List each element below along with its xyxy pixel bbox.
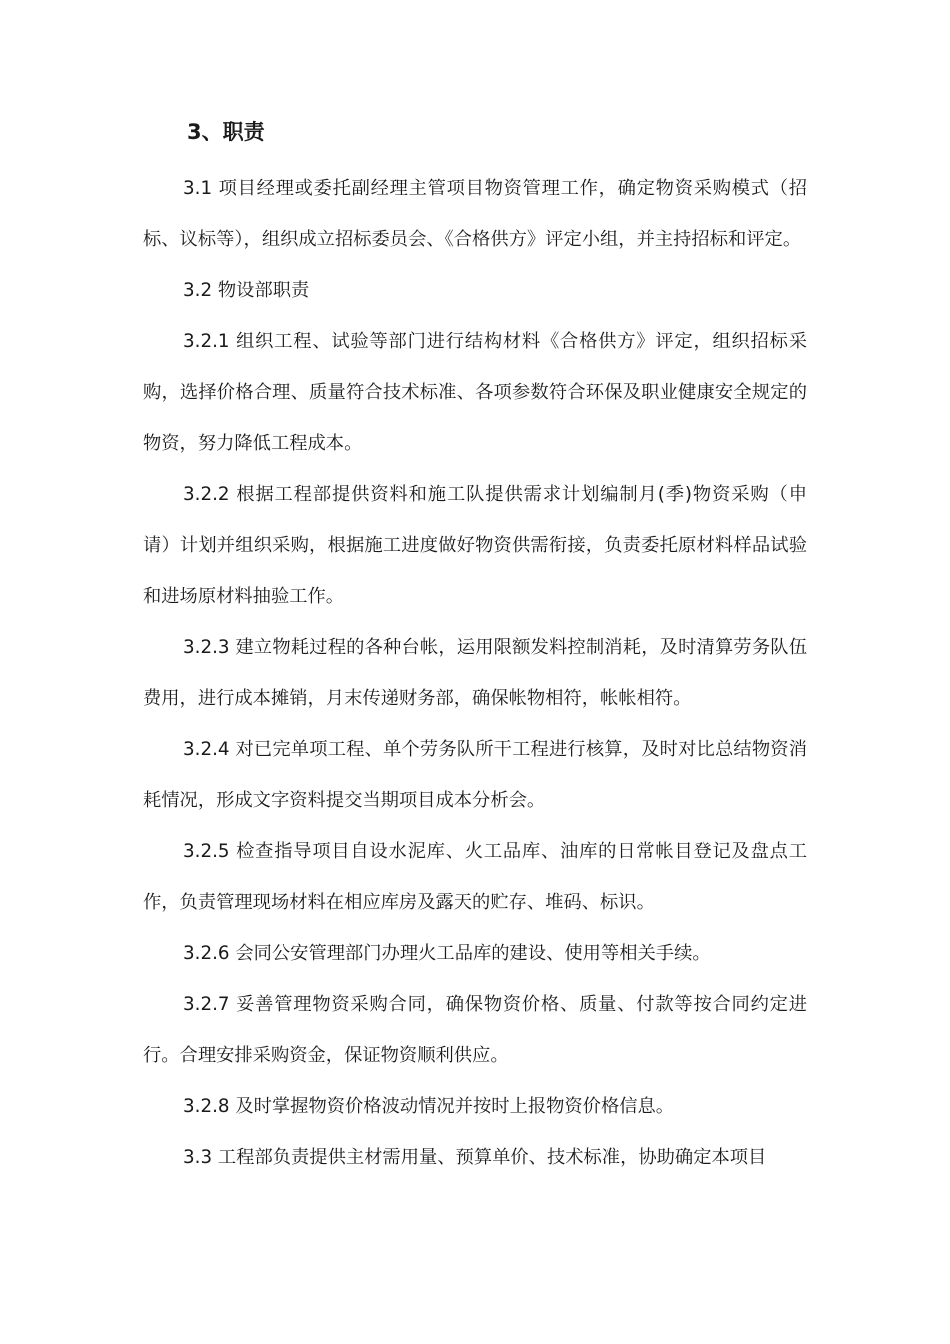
section-body [143,163,807,1183]
paragraph-3-1: 3.1 项目经理或委托副经理主管项目物资管理工作，确定物资采购模式（招标、议标等），组织成立招标委员会、《合格供方》评定小组，并主持招标和评定。 [143,178,807,250]
paragraph-3-3: 3.3 工程部负责提供主材需用量、预算单价、技术标准，协助确定本项目 [183,1147,767,1168]
paragraph-3-2-3: 3.2.3 建立物耗过程的各种台帐，运用限额发料控制消耗，及时清算劳务队伍费用，进行成本摊销，月末传递财务部，确保帐物相符，帐帐相符。 [143,637,807,709]
section-heading: 3、职责 [187,120,265,144]
paragraph-3-2-5: 3.2.5 检查指导项目自设水泥库、火工品库、油库的日常帐目登记及盘点工作，负责管理现场材料在相应库房及露天的贮存、堆码、标识。 [143,841,807,913]
paragraph-3-2-8: 3.2.8 及时掌握物资价格波动情况并按时上报物资价格信息。 [183,1096,675,1117]
paragraph-3-2-7: 3.2.7 妥善管理物资采购合同，确保物资价格、质量、付款等按合同约定进行。合理安排采购资金，保证物资顺利供应。 [143,994,807,1066]
paragraph-3-2-1: 3.2.1 组织工程、试验等部门进行结构材料《合格供方》评定，组织招标采购，选择价格合理、质量符合技术标准、各项参数符合环保及职业健康安全规定的物资，努力降低工程成本。 [143,331,807,454]
paragraph-3-2-2: 3.2.2 根据工程部提供资料和施工队提供需求计划编制月(季)物资采购（申请）计划并组织采购，根据施工进度做好物资供需衔接，负责委托原材料样品试验和进场原材料抽验工作。 [143,484,807,607]
paragraph-3-2-4: 3.2.4 对已完单项工程、单个劳务队所干工程进行核算，及时对比总结物资消耗情况，形成文字资料提交当期项目成本分析会。 [143,739,807,811]
paragraph-3-2-6: 3.2.6 会同公安管理部门办理火工品库的建设、使用等相关手续。 [183,943,711,964]
paragraph-3-2: 3.2 物设部职责 [183,280,310,301]
